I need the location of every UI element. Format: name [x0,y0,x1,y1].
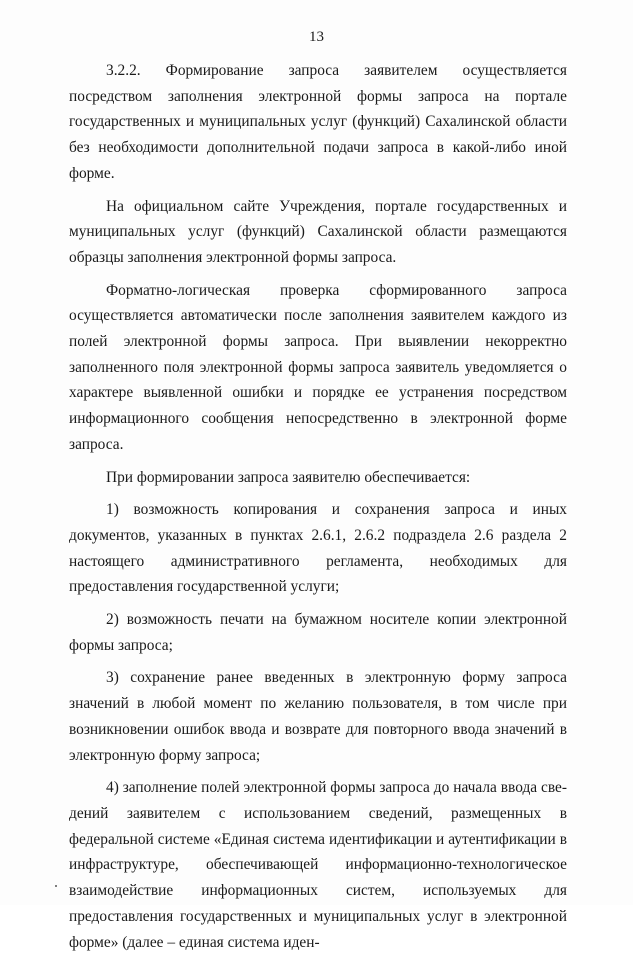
page-number: 13 [309,29,324,45]
list-item-1: 1) возможность копирования и сохранения запроса и иных документов, указанных в пунктах 2.6.1, 2.6.2 подраздела 2.6 раздела 2 настоящего административного регламента, необходимых для предоставления государственной услуги; [69,501,567,596]
document-body [69,58,567,962]
list-item-4: 4) заполнение полей электронной формы запроса до начала ввода сведений заявителем с использованием сведений, размещенных в федеральной системе «Единая система идентификации и аутентификации в инфраструктуре, обеспечивающей информационно-технологическое взаимодействие информационных систем, используемых для предоставления государственных и муниципальных услуг в электронной форме» (далее – единая система иден- [69,779,567,951]
paragraph-samples: На официальном сайте Учреждения, портале государственных и муниципальных услуг (функций) Сахалинской области размещаются образцы заполнения электронной формы запроса. [69,197,567,266]
list-item-2: 2) возможность печати на бумажном носителе копии электронной формы запроса; [69,611,567,654]
scan-speck [55,885,57,887]
paragraph-3-2-2: 3.2.2. Формирование запроса заявителем осуществляется посредством заполнения электронной формы запроса на портале государственных и муниципальных услуг (функций) Сахалинской области без необходимости дополнительной подачи запроса в какой-либо иной форме. [69,62,567,182]
list-item-3: 3) сохранение ранее введенных в электронную форму запроса значений в любой момент по желанию пользователя, в том числе при возникновении ошибок ввода и возврате для повторного ввода значений в электронную форму запроса; [69,669,567,764]
paragraph-provisions-intro: При формировании запроса заявителю обеспечивается: [106,468,471,486]
paragraph-format-check: Форматно-логическая проверка сформированного запроса осуществляется автоматически после заполнения заявителем каждого из полей электронной формы запроса. При выявлении некорректно заполненного поля электронной формы запроса заявитель уведомляется о характере выявленной ошибки и порядке ее устранения посредством информационного сообщения непосредственно в электронной форме запроса. [69,281,567,453]
